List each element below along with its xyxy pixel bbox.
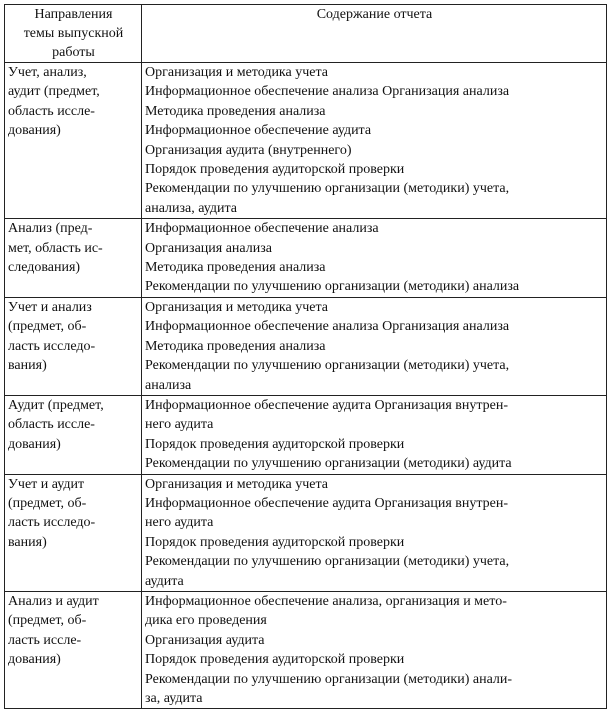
content-line: Информационное обеспечение анализа Организация анализа <box>145 84 510 100</box>
direction-line: ласть иссле- <box>8 632 82 648</box>
table-row <box>5 395 607 474</box>
content-line: Рекомендации по улучшению организации (методики) учета, <box>145 181 510 197</box>
content-line: Рекомендации по улучшению организации (методики) учета, <box>145 554 510 570</box>
direction-line: (предмет, об- <box>8 319 87 335</box>
table-row <box>5 219 607 298</box>
header-content: Содержание отчета <box>142 5 607 63</box>
direction-cell <box>5 474 142 591</box>
header-direction-line: темы выпускной <box>23 26 124 41</box>
content-line: Организация и методика учета <box>145 65 328 80</box>
direction-cell <box>5 591 142 708</box>
content-line: Информационное обеспечение анализа <box>145 221 379 237</box>
content-line: Информационное обеспечение аудита <box>145 123 372 139</box>
direction-line: (предмет, об- <box>8 613 87 629</box>
direction-cell <box>5 297 142 395</box>
content-line: Рекомендации по улучшению организации (методики) учета, <box>145 358 510 374</box>
direction-line: дования) <box>8 436 61 452</box>
report-table <box>4 4 607 709</box>
direction-line: Учет и анализ <box>8 299 92 315</box>
content-cell <box>142 219 607 298</box>
content-line: Организация и методика учета <box>145 476 328 492</box>
table-row <box>5 591 607 708</box>
content-line: за, аудита <box>145 691 203 706</box>
content-line: него аудита <box>145 417 214 433</box>
direction-line: область иссле- <box>8 103 95 119</box>
content-line: Порядок проведения аудиторской проверки <box>145 534 405 550</box>
direction-cell <box>5 63 142 219</box>
content-line: Информационное обеспечение аудита Организация внутрен- <box>145 397 509 413</box>
content-cell <box>142 297 607 395</box>
content-line: Рекомендации по улучшению организации (методики) аудита <box>145 456 512 472</box>
content-line: Информационное обеспечение анализа, организация и мето- <box>145 593 507 609</box>
direction-line: вания) <box>8 534 47 550</box>
direction-line: Анализ и аудит <box>8 593 99 609</box>
content-line: него аудита <box>145 515 214 531</box>
content-line: анализа <box>145 377 192 393</box>
content-line: Методика проведения анализа <box>145 260 326 276</box>
direction-line: аудит (предмет, <box>8 84 100 100</box>
content-line: Информационное обеспечение анализа Организация анализа <box>145 319 510 335</box>
content-line: Методика проведения анализа <box>145 103 326 119</box>
direction-line: дования) <box>8 123 61 139</box>
direction-line: (предмет, об- <box>8 495 87 511</box>
content-line: Порядок проведения аудиторской проверки <box>145 162 405 178</box>
direction-line: Аудит (предмет, <box>8 397 104 413</box>
direction-line: Учет, анализ, <box>8 65 87 80</box>
direction-line: область иссле- <box>8 417 95 433</box>
table-row <box>5 474 607 591</box>
direction-line: Анализ (пред- <box>8 221 93 237</box>
header-direction-line: Направления <box>34 7 113 22</box>
content-line: Рекомендации по улучшению организации (методики) анализа <box>145 279 520 295</box>
content-line: дика его проведения <box>145 613 267 629</box>
header-direction <box>5 5 142 63</box>
content-cell <box>142 474 607 591</box>
direction-line: ласть исследо- <box>8 338 96 354</box>
direction-line: следования) <box>8 260 81 276</box>
direction-cell <box>5 219 142 298</box>
direction-line: вания) <box>8 358 47 374</box>
table-row <box>5 297 607 395</box>
content-cell <box>142 395 607 474</box>
direction-line: Учет и аудит <box>8 476 85 492</box>
header-row <box>5 5 607 63</box>
content-line: Методика проведения анализа <box>145 338 326 354</box>
content-cell <box>142 63 607 219</box>
table-row <box>5 63 607 219</box>
content-line: Рекомендации по улучшению организации (методики) анали- <box>145 671 513 687</box>
content-line: Организация аудита (внутреннего) <box>145 142 352 158</box>
content-line: Организация и методика учета <box>145 299 328 315</box>
content-line: анализа, аудита <box>145 200 238 216</box>
table-body <box>5 63 607 709</box>
direction-line: дования) <box>8 652 61 668</box>
content-line: Информационное обеспечение аудита Организация внутрен- <box>145 495 509 511</box>
content-line: Организация анализа <box>145 240 272 256</box>
content-line: Порядок проведения аудиторской проверки <box>145 436 405 452</box>
content-cell <box>142 591 607 708</box>
content-line: аудита <box>145 573 184 589</box>
direction-line: мет, область ис- <box>8 240 103 256</box>
direction-line: ласть исследо- <box>8 515 96 531</box>
content-line: Организация аудита <box>145 632 265 648</box>
content-line: Порядок проведения аудиторской проверки <box>145 652 405 668</box>
header-direction-line: работы <box>52 45 95 60</box>
direction-cell <box>5 395 142 474</box>
